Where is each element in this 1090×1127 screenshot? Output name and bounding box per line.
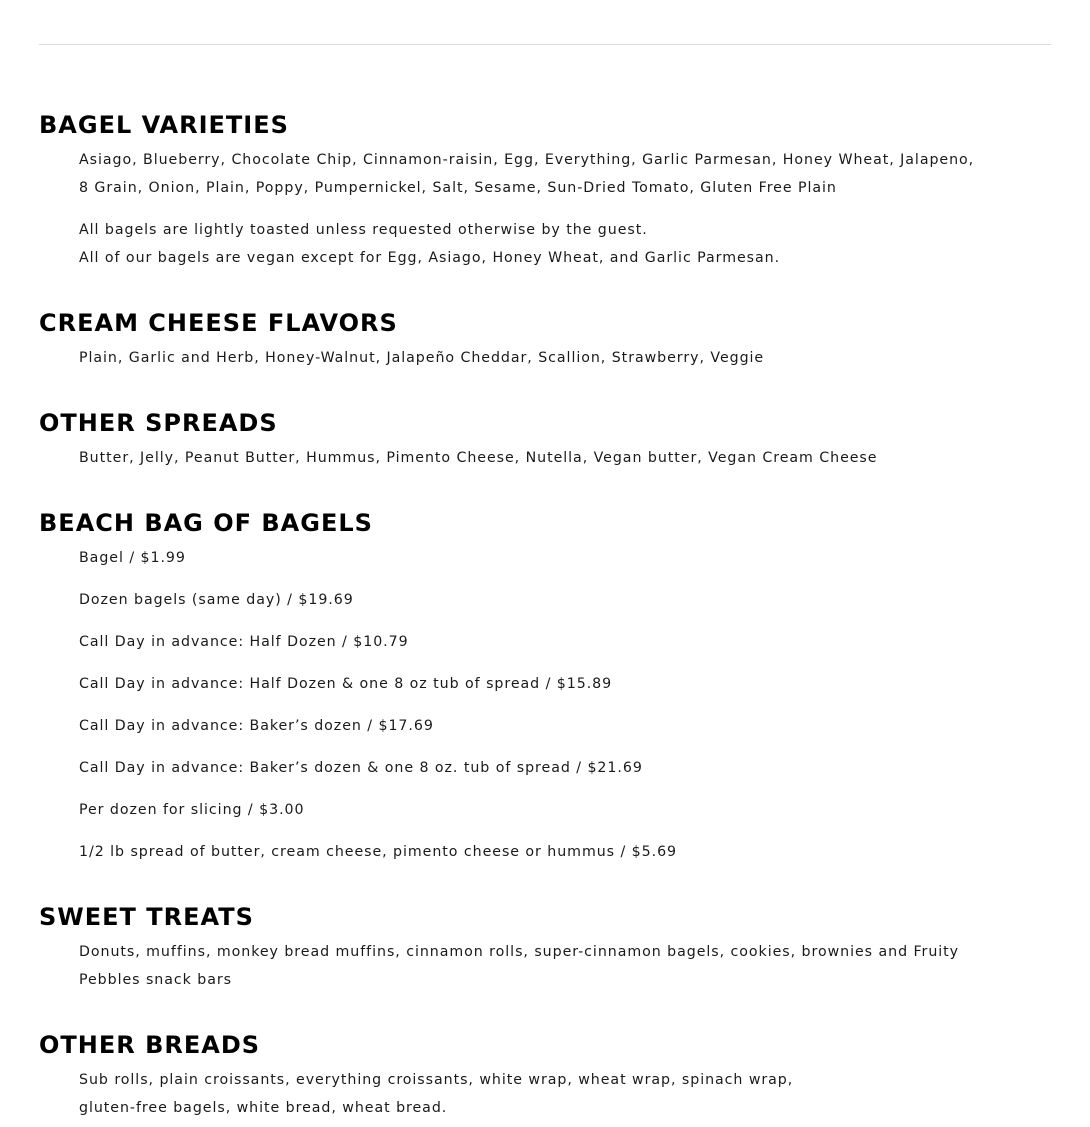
section-paragraph [79, 216, 979, 272]
section-paragraph [79, 444, 979, 472]
paragraph-line: Donuts, muffins, monkey bread muffins, cinnamon rolls, super-cinnamon bagels, cookies, brownies and Fruity [79, 944, 960, 960]
paragraph-line: Per dozen for slicing / $3.00 [79, 802, 305, 818]
paragraph-line: Call Day in advance: Half Dozen / $10.79 [79, 634, 409, 650]
paragraph-line: All bagels are lightly toasted unless requested otherwise by the guest. [79, 222, 648, 238]
paragraph-line: Call Day in advance: Half Dozen & one 8 oz tub of spread / $15.89 [79, 676, 613, 692]
section-paragraph [79, 754, 979, 782]
menu-section-cream-cheese-flavors [39, 306, 1051, 406]
section-paragraph [79, 796, 979, 824]
paragraph-line: Call Day in advance: Baker’s dozen / $17.69 [79, 718, 434, 734]
section-title: OTHER BREADS [39, 1031, 261, 1059]
menu-section-sweet-treats [39, 900, 1051, 1028]
section-title: BAGEL VARIETIES [39, 111, 289, 139]
section-title: CREAM CHEESE FLAVORS [39, 309, 398, 337]
paragraph-line: gluten-free bagels, white bread, wheat bread. [79, 1100, 448, 1116]
paragraph-line: Asiago, Blueberry, Chocolate Chip, Cinnamon-raisin, Egg, Everything, Garlic Parmesan, Honey Wheat, Jalapeno, [79, 152, 975, 168]
section-paragraph [79, 938, 979, 994]
paragraph-line: Plain, Garlic and Herb, Honey-Walnut, Jalapeño Cheddar, Scallion, Strawberry, Veggie [79, 350, 765, 366]
top-divider [39, 44, 1051, 45]
section-paragraph [79, 544, 979, 572]
menu-section-beach-bag-of-bagels [39, 506, 1051, 900]
paragraph-line: 8 Grain, Onion, Plain, Poppy, Pumpernickel, Salt, Sesame, Sun-Dried Tomato, Gluten Free Plain [79, 180, 837, 196]
menu-section-bagel-varieties [39, 108, 1051, 306]
section-title: OTHER SPREADS [39, 409, 278, 437]
section-paragraph [79, 1066, 979, 1122]
paragraph-line: Butter, Jelly, Peanut Butter, Hummus, Pimento Cheese, Nutella, Vegan butter, Vegan Cream Cheese [79, 450, 878, 466]
section-paragraph [79, 838, 979, 866]
menu-section-other-breads [39, 1028, 1051, 1122]
menu-section-other-spreads [39, 406, 1051, 506]
section-paragraph [79, 586, 979, 614]
section-paragraph [79, 628, 979, 656]
section-paragraph [79, 670, 979, 698]
paragraph-line: Pebbles snack bars [79, 972, 232, 988]
paragraph-line: All of our bagels are vegan except for Egg, Asiago, Honey Wheat, and Garlic Parmesan. [79, 250, 781, 266]
paragraph-line: Dozen bagels (same day) / $19.69 [79, 592, 354, 608]
paragraph-line: 1/2 lb spread of butter, cream cheese, pimento cheese or hummus / $5.69 [79, 844, 678, 860]
section-paragraph [79, 146, 979, 202]
section-paragraph [79, 344, 979, 372]
section-title: SWEET TREATS [39, 903, 254, 931]
paragraph-line: Bagel / $1.99 [79, 550, 186, 566]
paragraph-line: Call Day in advance: Baker’s dozen & one 8 oz. tub of spread / $21.69 [79, 760, 643, 776]
paragraph-line: Sub rolls, plain croissants, everything croissants, white wrap, wheat wrap, spinach wrap, [79, 1072, 794, 1088]
menu-content [39, 108, 1051, 1122]
section-title: BEACH BAG OF BAGELS [39, 509, 373, 537]
section-paragraph [79, 712, 979, 740]
